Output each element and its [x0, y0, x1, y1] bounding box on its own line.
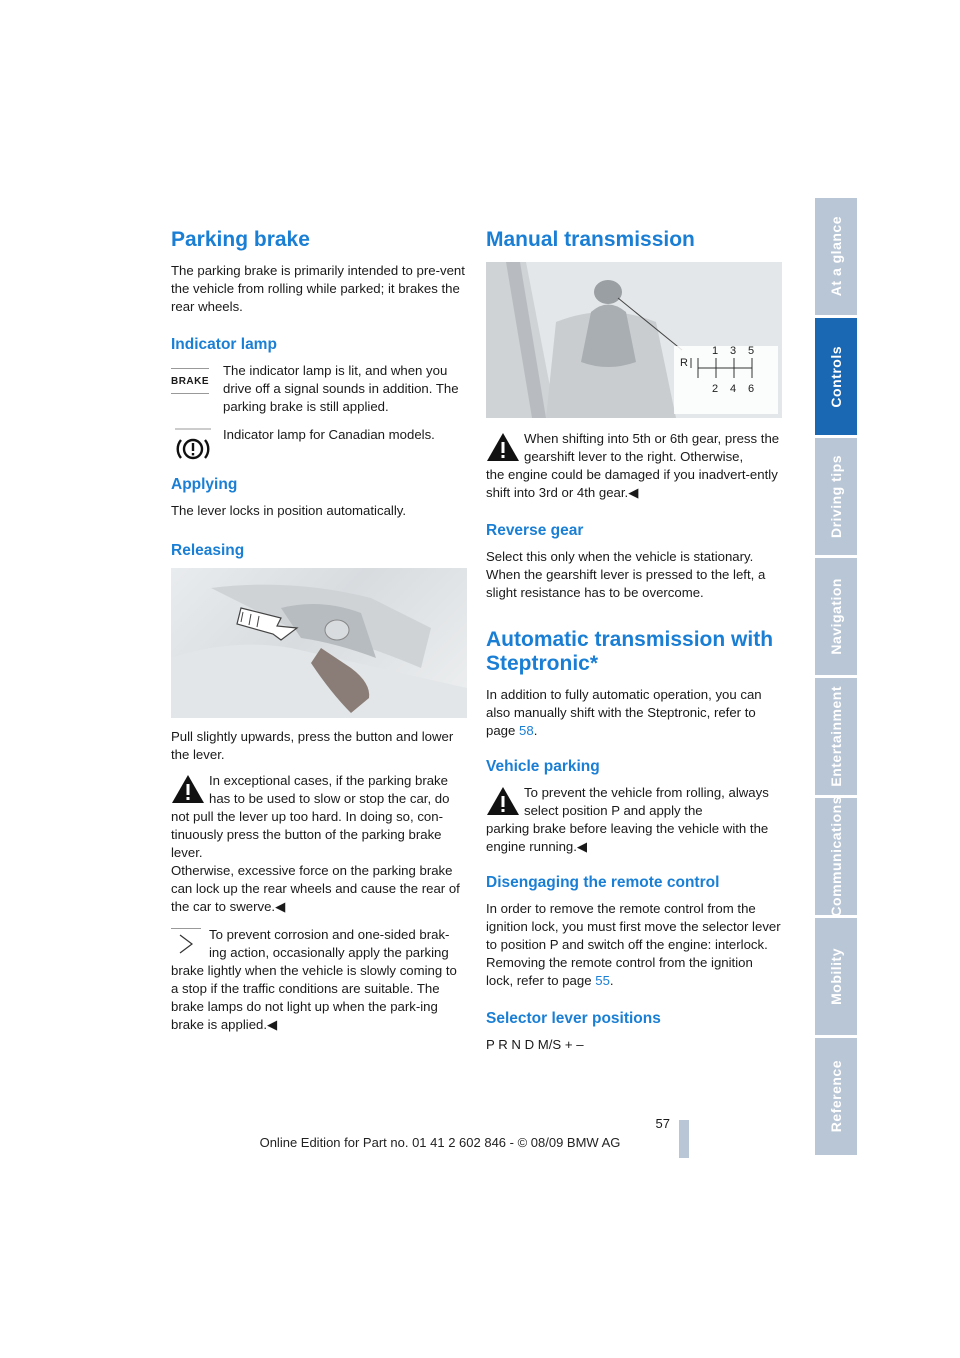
canadian-lamp-text: Indicator lamp for Canadian models.	[223, 427, 435, 443]
tab-controls[interactable]: Controls	[815, 318, 857, 435]
tab-at-a-glance[interactable]: At a glance	[815, 198, 857, 315]
vehicle-parking-heading: Vehicle parking	[486, 758, 600, 776]
left-column	[171, 228, 467, 1034]
automatic-transmission-title: Automatic transmission with Steptronic*	[486, 628, 774, 676]
parking-brake-photo	[171, 568, 467, 718]
warning-triangle-icon	[486, 432, 520, 462]
tab-reference[interactable]: Reference	[815, 1038, 857, 1155]
gearshift-warning: When shifting into 5th or 6th gear, press the gearshift lever to the right. Otherwise, the engine could be damaged if you inadvert-ently shift into 3rd or 4th gear.◀	[486, 431, 780, 501]
side-tabs	[815, 198, 857, 1160]
parking-brake-circle-icon	[174, 428, 212, 466]
gear-label-3: 3	[730, 345, 737, 358]
disengaging-heading: Disengaging the remote control	[486, 874, 720, 892]
canadian-lamp-row	[171, 426, 467, 462]
gear-label-1: 1	[712, 345, 719, 358]
tab-driving-tips[interactable]: Driving tips	[815, 438, 857, 555]
page-55-link[interactable]: 55	[595, 973, 610, 989]
applying-heading: Applying	[171, 476, 238, 494]
vehicle-parking-warning: To prevent the vehicle from rolling, always select position P and apply the parking brake before leaving the vehicle with the engine running.◀	[486, 785, 769, 855]
parking-brake-warning: In exceptional cases, if the parking brake has to be used to slow or stop the car, do not pull the lever up too hard. In doing so, con-tinuously press the button of the parking brake lever. Otherwise, excessive force on the parking brake can lock up the rear wheels and cause the rear of the car to swerve.◀	[171, 773, 460, 915]
footer-edition: Online Edition for Part no. 01 41 2 602 846 - © 08/09 BMW AG	[259, 1135, 621, 1150]
releasing-text: Pull slightly upwards, press the button and lower the lever.	[171, 729, 454, 763]
tab-mobility[interactable]: Mobility	[815, 918, 857, 1035]
indicator-lamp-text: The indicator lamp is lit, and when you drive off a signal sounds in addition. The parking brake is still applied.	[223, 363, 459, 415]
indicator-lamp-row	[171, 362, 467, 416]
parking-brake-title: Parking brake	[171, 228, 310, 251]
gear-label-r: R	[680, 357, 688, 370]
selector-positions-text: P R N D M/S + –	[486, 1037, 584, 1053]
reverse-gear-heading: Reverse gear	[486, 522, 584, 540]
automatic-transmission-text: In addition to fully automatic operation, you can also manually shift with the Steptronic, refer to page 58.	[486, 687, 762, 739]
tab-navigation[interactable]: Navigation	[815, 558, 857, 675]
gearshift-illustration	[486, 262, 782, 418]
corrosion-note: To prevent corrosion and one-sided brak-ing action, occasionally apply the parking brake lightly when the vehicle is slowly coming to a stop if the traffic conditions are suitable. The brake lamps do not light up when the park-ing brake is applied.◀	[171, 927, 457, 1033]
gear-label-2: 2	[712, 383, 719, 396]
applying-text: The lever locks in position automatically.	[171, 503, 407, 519]
tab-entertainment[interactable]: Entertainment	[815, 678, 857, 795]
parking-brake-intro: The parking brake is primarily intended to pre-vent the vehicle from rolling while parked; it brakes the rear wheels.	[171, 263, 465, 315]
warning-triangle-icon	[486, 786, 520, 816]
warning-triangle-icon	[171, 774, 205, 804]
manual-transmission-title: Manual transmission	[486, 228, 695, 251]
parking-brake-illustration	[171, 568, 467, 718]
indicator-lamp-heading: Indicator lamp	[171, 336, 277, 354]
selector-positions-heading: Selector lever positions	[486, 1010, 661, 1028]
gear-label-5: 5	[748, 345, 755, 358]
gear-label-4: 4	[730, 383, 737, 396]
note-arrow-icon	[171, 928, 201, 957]
brake-indicator-icon: BRAKE	[171, 368, 209, 394]
disengaging-text: In order to remove the remote control from the ignition lock, you must first move the selector lever to position P and switch off the engine: interlock. Removing the remote control from the ignition lock, refer to page 55.	[486, 901, 781, 989]
page-number: 57	[655, 1116, 670, 1131]
gearshift-photo	[486, 262, 782, 418]
releasing-heading: Releasing	[171, 542, 245, 560]
right-column	[486, 228, 782, 1054]
gear-label-6: 6	[748, 383, 755, 396]
footer-marker	[679, 1120, 689, 1158]
page-58-link[interactable]: 58	[519, 723, 534, 739]
tab-communications[interactable]: Communications	[815, 798, 857, 915]
reverse-gear-text: Select this only when the vehicle is stationary. When the gearshift lever is pressed to the left, a slight resistance has to be overcome.	[486, 549, 766, 601]
